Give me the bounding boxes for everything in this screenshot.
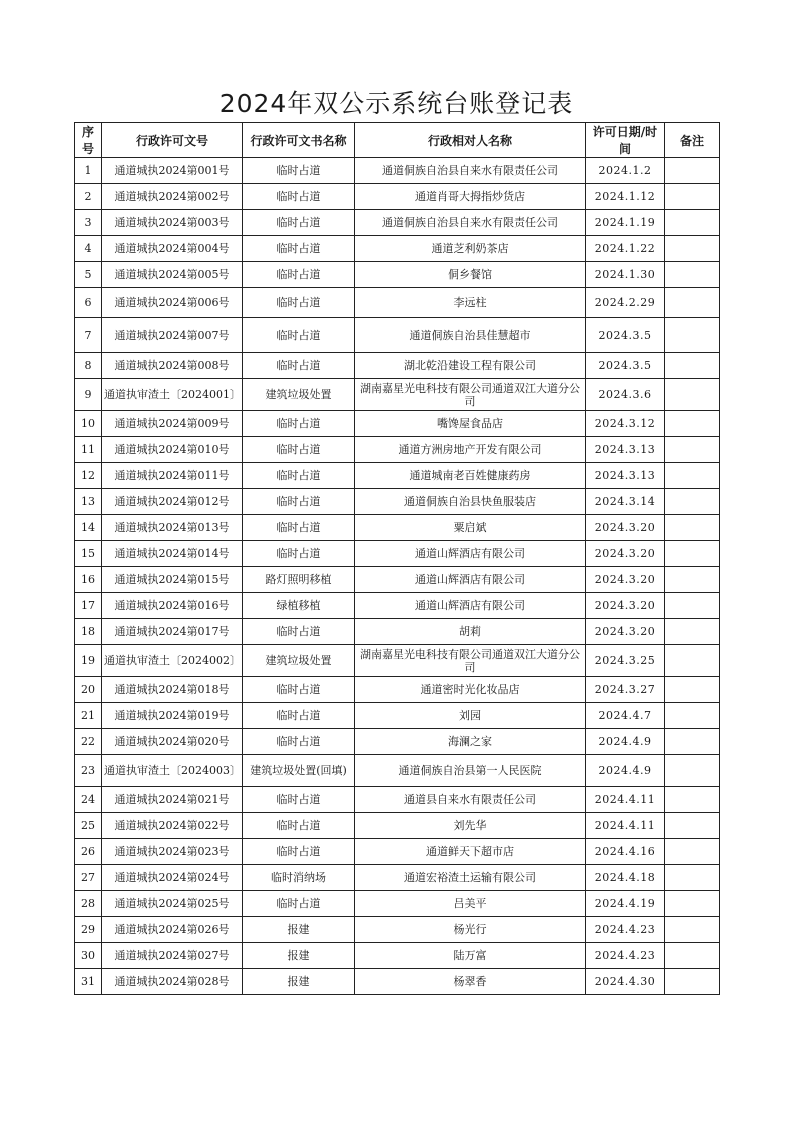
row-date: 2024.1.12	[586, 184, 665, 210]
row-date: 2024.3.20	[586, 567, 665, 593]
row-doc-name: 临时占道	[243, 729, 355, 755]
row-seq: 19	[75, 645, 102, 677]
row-note	[665, 917, 720, 943]
row-doc-number: 通道城执2024第009号	[102, 411, 243, 437]
row-note	[665, 184, 720, 210]
row-doc-number: 通道城执2024第016号	[102, 593, 243, 619]
row-note	[665, 567, 720, 593]
table-row	[75, 969, 720, 995]
row-seq: 12	[75, 463, 102, 489]
row-doc-name: 路灯照明移植	[243, 567, 355, 593]
table-row	[75, 619, 720, 645]
row-doc-number: 通道城执2024第001号	[102, 158, 243, 184]
row-date: 2024.4.19	[586, 891, 665, 917]
row-doc-name: 临时占道	[243, 318, 355, 353]
row-party-name: 通道县自来水有限责任公司	[355, 787, 586, 813]
row-date: 2024.3.20	[586, 593, 665, 619]
table-row	[75, 755, 720, 787]
row-doc-number: 通道城执2024第003号	[102, 210, 243, 236]
table-row	[75, 210, 720, 236]
table-row	[75, 943, 720, 969]
row-doc-name: 临时占道	[243, 839, 355, 865]
row-party-name: 嘴馋屋食品店	[355, 411, 586, 437]
row-seq: 13	[75, 489, 102, 515]
row-doc-number: 通道城执2024第028号	[102, 969, 243, 995]
row-note	[665, 262, 720, 288]
row-date: 2024.3.6	[586, 379, 665, 411]
header-doc-name: 行政许可文书名称	[243, 123, 355, 158]
row-doc-name: 临时占道	[243, 463, 355, 489]
row-seq: 28	[75, 891, 102, 917]
table-header-row	[75, 123, 720, 158]
row-seq: 10	[75, 411, 102, 437]
row-seq: 31	[75, 969, 102, 995]
table-row	[75, 787, 720, 813]
row-doc-number: 通道城执2024第023号	[102, 839, 243, 865]
row-date: 2024.4.23	[586, 917, 665, 943]
row-doc-name: 临时占道	[243, 619, 355, 645]
row-note	[665, 379, 720, 411]
table-row	[75, 318, 720, 353]
table-row	[75, 411, 720, 437]
row-date: 2024.3.20	[586, 515, 665, 541]
row-seq: 27	[75, 865, 102, 891]
row-note	[665, 593, 720, 619]
row-note	[665, 645, 720, 677]
row-seq: 23	[75, 755, 102, 787]
row-date: 2024.1.2	[586, 158, 665, 184]
row-party-name: 湖南嘉星光电科技有限公司通道双江大道分公司	[355, 645, 586, 677]
row-party-name: 通道侗族自治县快鱼服装店	[355, 489, 586, 515]
row-party-name: 通道山辉酒店有限公司	[355, 541, 586, 567]
row-doc-name: 临时占道	[243, 813, 355, 839]
row-seq: 1	[75, 158, 102, 184]
row-doc-name: 临时占道	[243, 489, 355, 515]
header-party-name: 行政相对人名称	[355, 123, 586, 158]
row-party-name: 通道山辉酒店有限公司	[355, 593, 586, 619]
row-seq: 6	[75, 288, 102, 318]
table-row	[75, 262, 720, 288]
row-doc-name: 报建	[243, 917, 355, 943]
row-doc-name: 临时占道	[243, 353, 355, 379]
row-doc-number: 通道城执2024第021号	[102, 787, 243, 813]
row-seq: 25	[75, 813, 102, 839]
row-party-name: 杨光行	[355, 917, 586, 943]
table-row	[75, 463, 720, 489]
table-row	[75, 645, 720, 677]
row-party-name: 胡莉	[355, 619, 586, 645]
row-note	[665, 288, 720, 318]
row-party-name: 刘园	[355, 703, 586, 729]
row-party-name: 通道侗族自治县自来水有限责任公司	[355, 158, 586, 184]
row-note	[665, 463, 720, 489]
row-note	[665, 865, 720, 891]
row-doc-name: 临时消纳场	[243, 865, 355, 891]
row-note	[665, 677, 720, 703]
table-row	[75, 541, 720, 567]
row-doc-name: 临时占道	[243, 158, 355, 184]
row-note	[665, 729, 720, 755]
row-doc-name: 绿植移植	[243, 593, 355, 619]
row-date: 2024.4.11	[586, 787, 665, 813]
row-party-name: 通道侗族自治县第一人民医院	[355, 755, 586, 787]
row-doc-name: 临时占道	[243, 787, 355, 813]
row-party-name: 湖南嘉星光电科技有限公司通道双江大道分公司	[355, 379, 586, 411]
row-doc-name: 临时占道	[243, 262, 355, 288]
row-seq: 16	[75, 567, 102, 593]
row-date: 2024.4.7	[586, 703, 665, 729]
row-doc-number: 通道城执2024第013号	[102, 515, 243, 541]
row-note	[665, 353, 720, 379]
page-title: 2024年双公示系统台账登记表	[219, 89, 574, 118]
row-doc-number: 通道城执2024第007号	[102, 318, 243, 353]
row-note	[665, 236, 720, 262]
row-seq: 2	[75, 184, 102, 210]
table-row	[75, 437, 720, 463]
row-seq: 4	[75, 236, 102, 262]
row-party-name: 通道密时光化妆品店	[355, 677, 586, 703]
row-date: 2024.1.30	[586, 262, 665, 288]
row-date: 2024.2.29	[586, 288, 665, 318]
row-party-name: 粟启斌	[355, 515, 586, 541]
row-doc-name: 临时占道	[243, 411, 355, 437]
table-row	[75, 891, 720, 917]
row-party-name: 通道山辉酒店有限公司	[355, 567, 586, 593]
row-doc-name: 临时占道	[243, 677, 355, 703]
table-row	[75, 839, 720, 865]
row-note	[665, 891, 720, 917]
table-row	[75, 184, 720, 210]
row-seq: 29	[75, 917, 102, 943]
row-seq: 20	[75, 677, 102, 703]
header-seq: 序号	[75, 123, 102, 158]
row-note	[665, 158, 720, 184]
row-doc-number: 通道城执2024第012号	[102, 489, 243, 515]
ledger-body	[75, 158, 720, 995]
row-doc-number: 通道城执2024第005号	[102, 262, 243, 288]
row-note	[665, 515, 720, 541]
row-date: 2024.4.23	[586, 943, 665, 969]
row-date: 2024.3.5	[586, 353, 665, 379]
header-note: 备注	[665, 123, 720, 158]
row-date: 2024.3.25	[586, 645, 665, 677]
row-party-name: 通道方洲房地产开发有限公司	[355, 437, 586, 463]
table-row	[75, 489, 720, 515]
row-doc-name: 临时占道	[243, 210, 355, 236]
row-note	[665, 813, 720, 839]
row-party-name: 通道芝利奶茶店	[355, 236, 586, 262]
row-party-name: 刘先华	[355, 813, 586, 839]
table-row	[75, 236, 720, 262]
row-seq: 14	[75, 515, 102, 541]
row-party-name: 陆万富	[355, 943, 586, 969]
row-date: 2024.3.20	[586, 541, 665, 567]
header-doc-number: 行政许可文号	[102, 123, 243, 158]
row-party-name: 吕美平	[355, 891, 586, 917]
row-party-name: 通道肖哥大拇指炒货店	[355, 184, 586, 210]
row-doc-number: 通道城执2024第027号	[102, 943, 243, 969]
table-row	[75, 288, 720, 318]
row-seq: 8	[75, 353, 102, 379]
row-note	[665, 489, 720, 515]
row-date: 2024.3.5	[586, 318, 665, 353]
table-row	[75, 729, 720, 755]
row-seq: 21	[75, 703, 102, 729]
row-seq: 24	[75, 787, 102, 813]
row-party-name: 通道城南老百姓健康药房	[355, 463, 586, 489]
row-doc-number: 通道城执2024第022号	[102, 813, 243, 839]
row-doc-number: 通道城执2024第014号	[102, 541, 243, 567]
row-doc-number: 通道城执2024第004号	[102, 236, 243, 262]
row-doc-name: 临时占道	[243, 891, 355, 917]
row-doc-name: 建筑垃圾处置(回填)	[243, 755, 355, 787]
row-doc-number: 通道城执2024第006号	[102, 288, 243, 318]
row-note	[665, 839, 720, 865]
row-doc-number: 通道执审渣土〔2024002〕	[102, 645, 243, 677]
row-doc-number: 通道城执2024第024号	[102, 865, 243, 891]
row-note	[665, 437, 720, 463]
table-row	[75, 917, 720, 943]
row-note	[665, 787, 720, 813]
row-seq: 9	[75, 379, 102, 411]
row-party-name: 侗乡餐馆	[355, 262, 586, 288]
table-row	[75, 813, 720, 839]
row-seq: 22	[75, 729, 102, 755]
row-doc-number: 通道城执2024第015号	[102, 567, 243, 593]
row-party-name: 海澜之家	[355, 729, 586, 755]
row-date: 2024.4.11	[586, 813, 665, 839]
row-doc-number: 通道城执2024第017号	[102, 619, 243, 645]
row-seq: 17	[75, 593, 102, 619]
row-seq: 5	[75, 262, 102, 288]
row-date: 2024.3.20	[586, 619, 665, 645]
table-row	[75, 677, 720, 703]
row-doc-name: 建筑垃圾处置	[243, 379, 355, 411]
header-date: 许可日期/时间	[586, 123, 665, 158]
row-party-name: 通道宏裕渣土运输有限公司	[355, 865, 586, 891]
table-row	[75, 353, 720, 379]
table-row	[75, 865, 720, 891]
row-note	[665, 210, 720, 236]
row-seq: 11	[75, 437, 102, 463]
row-doc-name: 临时占道	[243, 703, 355, 729]
row-doc-number: 通道执审渣土〔2024001〕	[102, 379, 243, 411]
row-date: 2024.1.22	[586, 236, 665, 262]
row-doc-number: 通道城执2024第011号	[102, 463, 243, 489]
row-note	[665, 619, 720, 645]
row-date: 2024.4.18	[586, 865, 665, 891]
table-row	[75, 593, 720, 619]
row-doc-name: 临时占道	[243, 437, 355, 463]
row-seq: 15	[75, 541, 102, 567]
table-row	[75, 703, 720, 729]
row-party-name: 通道鲜天下超市店	[355, 839, 586, 865]
row-date: 2024.3.27	[586, 677, 665, 703]
table-row	[75, 567, 720, 593]
row-note	[665, 318, 720, 353]
table-row	[75, 379, 720, 411]
row-seq: 26	[75, 839, 102, 865]
row-doc-number: 通道城执2024第019号	[102, 703, 243, 729]
row-doc-number: 通道执审渣土〔2024003〕	[102, 755, 243, 787]
ledger-table	[74, 122, 720, 995]
row-note	[665, 541, 720, 567]
row-doc-number: 通道城执2024第008号	[102, 353, 243, 379]
row-doc-number: 通道城执2024第026号	[102, 917, 243, 943]
row-note	[665, 411, 720, 437]
row-seq: 30	[75, 943, 102, 969]
row-seq: 18	[75, 619, 102, 645]
row-doc-number: 通道城执2024第018号	[102, 677, 243, 703]
row-seq: 7	[75, 318, 102, 353]
row-doc-name: 临时占道	[243, 541, 355, 567]
row-doc-name: 报建	[243, 943, 355, 969]
row-note	[665, 703, 720, 729]
row-doc-name: 临时占道	[243, 288, 355, 318]
table-row	[75, 158, 720, 184]
row-party-name: 湖北乾沿建设工程有限公司	[355, 353, 586, 379]
row-date: 2024.1.19	[586, 210, 665, 236]
row-doc-name: 临时占道	[243, 515, 355, 541]
row-doc-number: 通道城执2024第002号	[102, 184, 243, 210]
row-note	[665, 943, 720, 969]
row-doc-name: 临时占道	[243, 236, 355, 262]
row-doc-name: 报建	[243, 969, 355, 995]
row-date: 2024.3.13	[586, 437, 665, 463]
row-doc-number: 通道城执2024第025号	[102, 891, 243, 917]
table-row	[75, 515, 720, 541]
row-party-name: 李远柱	[355, 288, 586, 318]
row-date: 2024.4.9	[586, 729, 665, 755]
row-party-name: 通道侗族自治县佳慧超市	[355, 318, 586, 353]
row-seq: 3	[75, 210, 102, 236]
row-date: 2024.4.30	[586, 969, 665, 995]
row-date: 2024.3.13	[586, 463, 665, 489]
row-date: 2024.4.9	[586, 755, 665, 787]
row-note	[665, 969, 720, 995]
row-note	[665, 755, 720, 787]
row-doc-number: 通道城执2024第010号	[102, 437, 243, 463]
row-doc-number: 通道城执2024第020号	[102, 729, 243, 755]
row-party-name: 杨翠香	[355, 969, 586, 995]
row-doc-name: 临时占道	[243, 184, 355, 210]
row-date: 2024.4.16	[586, 839, 665, 865]
row-party-name: 通道侗族自治县自来水有限责任公司	[355, 210, 586, 236]
row-doc-name: 建筑垃圾处置	[243, 645, 355, 677]
row-date: 2024.3.14	[586, 489, 665, 515]
row-date: 2024.3.12	[586, 411, 665, 437]
